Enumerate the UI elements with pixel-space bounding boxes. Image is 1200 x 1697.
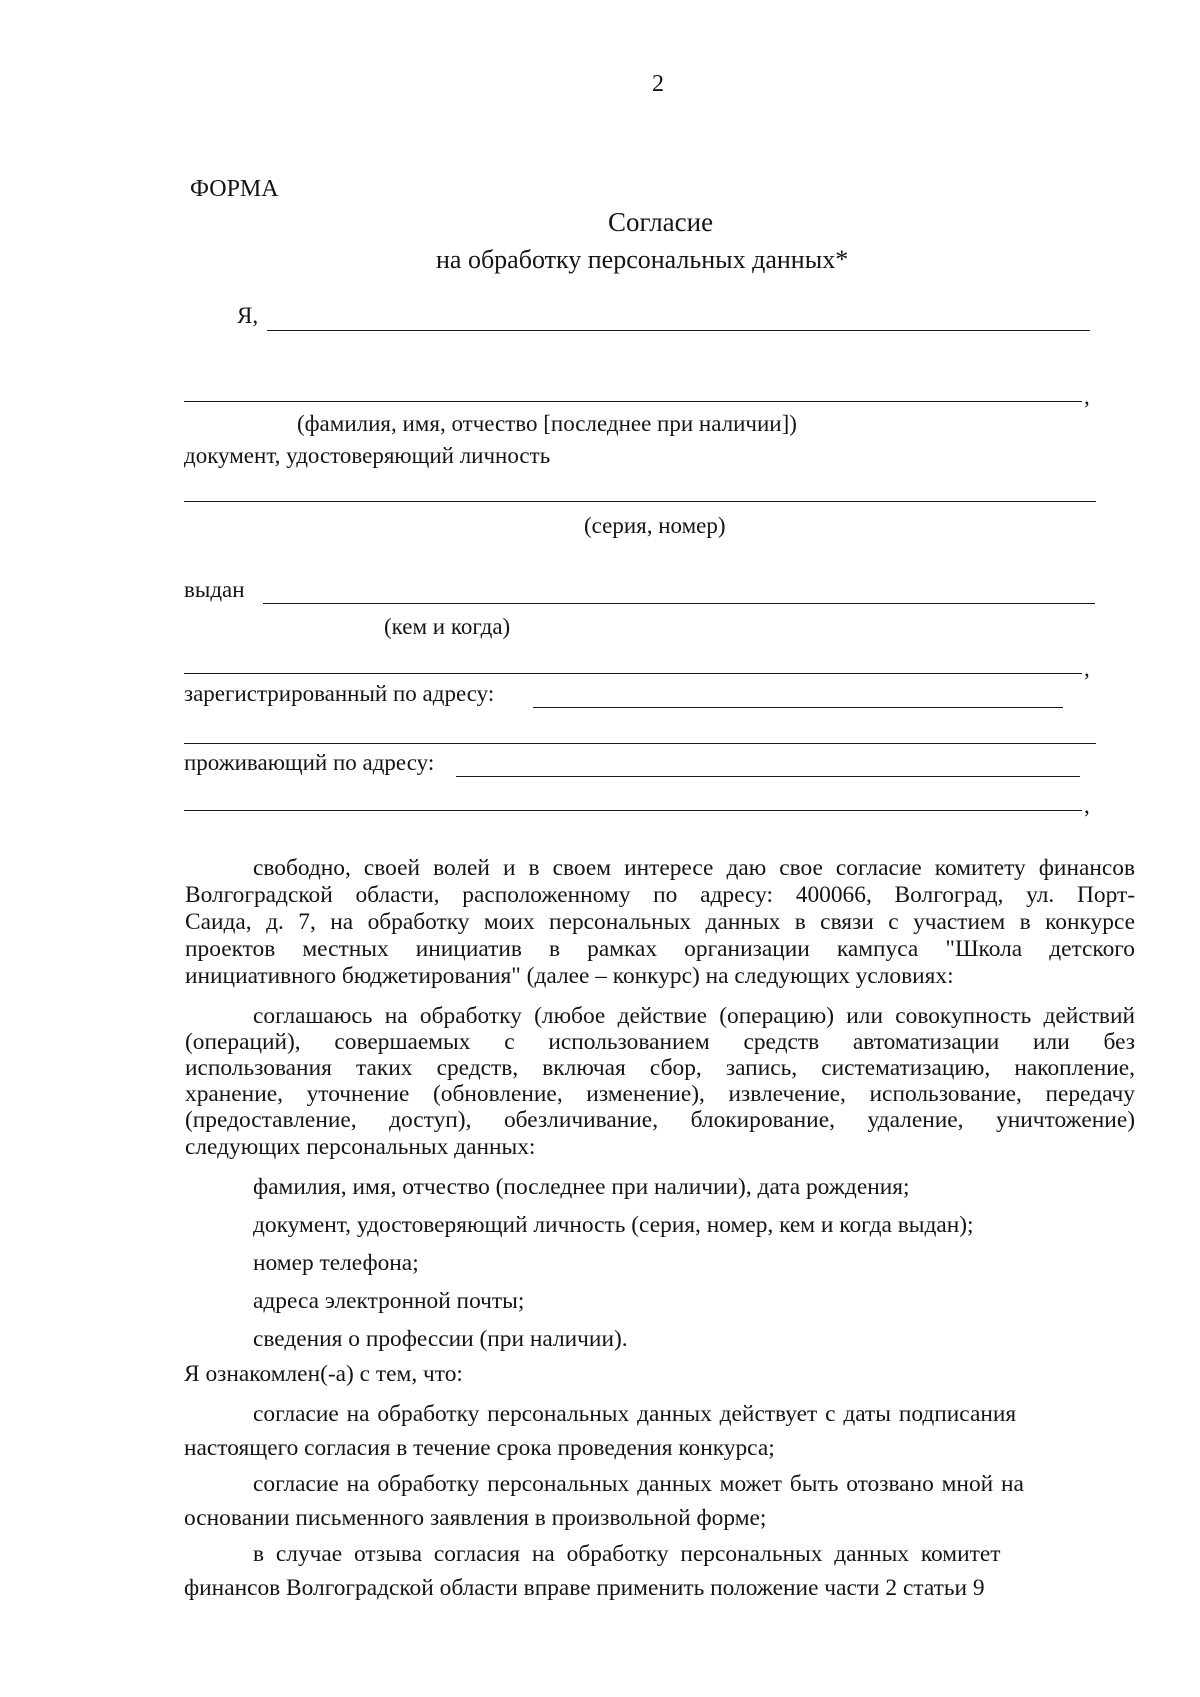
- processing-line-2: (операций), совершаемых с использованием средств автоматизации или без: [185, 1029, 1135, 1055]
- doc-input-line[interactable]: [184, 501, 1096, 502]
- document-title: Согласие: [608, 207, 714, 237]
- processing-line-6: следующих персональных данных:: [185, 1134, 536, 1160]
- issued-caption: (кем и когда): [384, 614, 511, 639]
- term-line: финансов Волгоградской области вправе применить положение части 2 статьи 9: [184, 1575, 985, 1601]
- fio-caption: (фамилия, имя, отчество [последнее при наличии]): [297, 411, 797, 436]
- consent-line-1: свободно, своей волей и в своем интересе даю свое согласие комитету финансов: [253, 855, 1135, 881]
- fio-input-line-1[interactable]: [267, 330, 1090, 331]
- registered-input-line-1[interactable]: [533, 707, 1063, 708]
- term-line: настоящего согласия в течение срока проведения конкурса;: [184, 1435, 775, 1461]
- processing-line-5: (предоставление, доступ), обезличивание, блокирование, удаление, уничтожение): [185, 1107, 1135, 1133]
- term-line: согласие на обработку персональных данных может быть отозвано мной на: [253, 1471, 1024, 1497]
- living-comma: ,: [1084, 793, 1090, 818]
- data-item: адреса электронной почты;: [253, 1288, 525, 1314]
- fio-input-line-2[interactable]: [184, 401, 1082, 402]
- data-item: документ, удостоверяющий личность (серия, номер, кем и когда выдан);: [253, 1212, 974, 1238]
- data-item: сведения о профессии (при наличии).: [253, 1326, 628, 1352]
- consent-line-4: проектов местных инициатив в рамках организации кампуса "Школа детского: [185, 936, 1135, 962]
- living-label: проживающий по адресу:: [184, 750, 435, 775]
- i-label: Я,: [237, 303, 259, 328]
- acknowledged-label: Я ознакомлен(-а) с тем, что:: [184, 1361, 463, 1387]
- registered-label: зарегистрированный по адресу:: [184, 681, 495, 706]
- issued-comma: ,: [1084, 656, 1090, 681]
- term-line: основании письменного заявления в произвольной форме;: [184, 1505, 767, 1531]
- issued-input-line-1[interactable]: [263, 603, 1095, 604]
- term-line: в случае отзыва согласия на обработку персональных данных комитет: [253, 1541, 1001, 1567]
- processing-line-4: хранение, уточнение (обновление, изменение), извлечение, использование, передачу: [185, 1081, 1135, 1107]
- consent-line-3: Саида, д. 7, на обработку моих персональных данных в связи с участием в конкурсе: [185, 909, 1135, 935]
- term-line: согласие на обработку персональных данных действует с даты подписания: [253, 1401, 1017, 1427]
- page-number: 2: [652, 71, 664, 97]
- form-label: ФОРМА: [190, 176, 279, 202]
- living-input-line-2[interactable]: [184, 810, 1082, 811]
- processing-line-3: использования таких средств, включая сбор, запись, систематизацию, накопление,: [185, 1055, 1135, 1081]
- doc-caption: (серия, номер): [584, 513, 726, 538]
- issued-label: выдан: [184, 577, 245, 602]
- registered-input-line-2[interactable]: [184, 743, 1096, 744]
- consent-line-5: инициативного бюджетирования" (далее – конкурс) на следующих условиях:: [185, 963, 954, 989]
- data-item: номер телефона;: [253, 1250, 419, 1276]
- consent-line-2: Волгоградской области, расположенному по адресу: 400066, Волгоград, ул. Порт-: [185, 882, 1135, 908]
- living-input-line-1[interactable]: [456, 776, 1080, 777]
- processing-line-1: соглашаюсь на обработку (любое действие (операцию) или совокупность действий: [253, 1003, 1135, 1029]
- doc-label: документ, удостоверяющий личность: [184, 443, 551, 468]
- data-item: фамилия, имя, отчество (последнее при наличии), дата рождения;: [253, 1174, 910, 1200]
- fio-comma: ,: [1084, 384, 1090, 409]
- issued-input-line-2[interactable]: [184, 673, 1082, 674]
- document-subtitle: на обработку персональных данных*: [436, 245, 849, 274]
